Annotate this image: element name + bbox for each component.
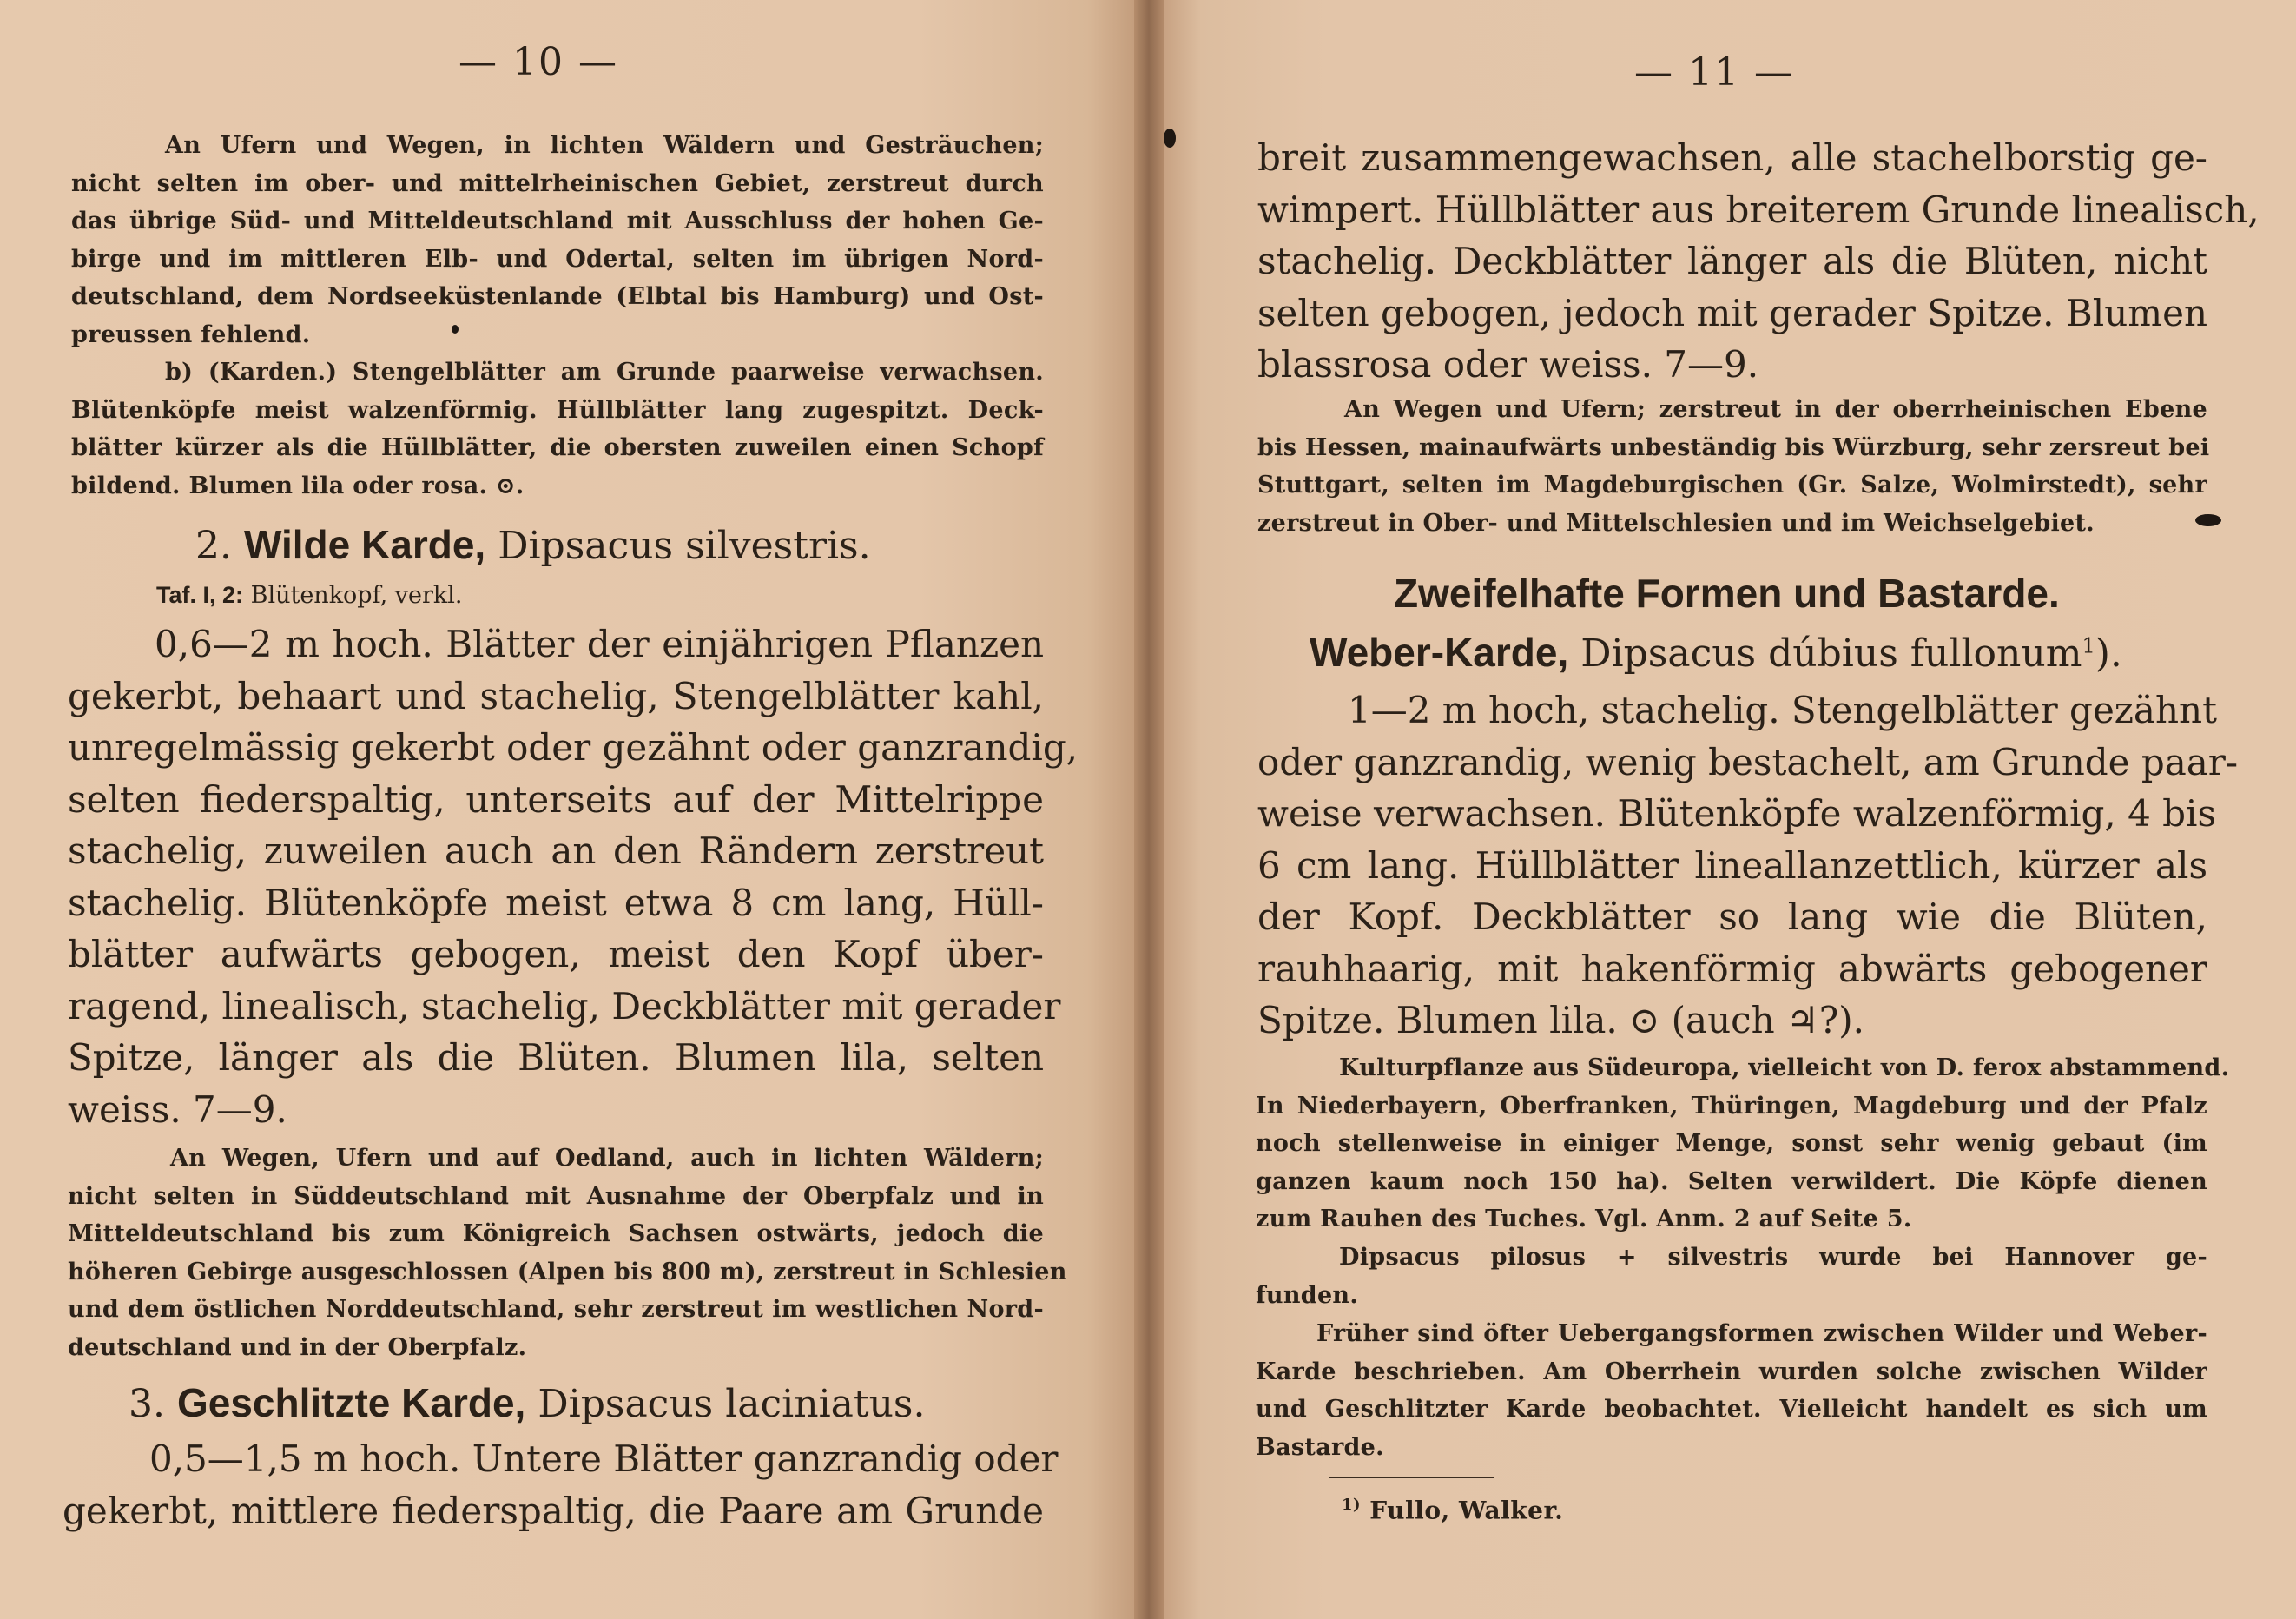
text-line: ganzen kaum noch 150 ha). Selten verwildert. Die Köpfe dienen (1256, 1167, 2207, 1195)
text-line: breit zusammengewachsen, alle stachelborstig ge- (1257, 136, 2207, 179)
text-line: zum Rauhen des Tuches. Vgl. Anm. 2 auf Seite 5. (1256, 1206, 1912, 1232)
text-line: deutschland und in der Oberpfalz. (68, 1333, 527, 1361)
text-line: An Wegen, Ufern und auf Oedland, auch in lichten Wäldern; (170, 1145, 1044, 1172)
text-line: stachelig, zuweilen auch an den Rändern zerstreut (68, 829, 1044, 872)
text-line: Spitze, länger als die Blüten. Blumen lila, selten (68, 1036, 1044, 1079)
text-line: selten fiederspaltig, unterseits auf der Mittelrippe (68, 777, 1044, 821)
text-line: zerstreut in Ober- und Mittelschlesien und im Weichselgebiet. (1257, 509, 2095, 537)
text-line: birge und im mittleren Elb- und Odertal, selten im übrigen Nord- (71, 245, 1044, 273)
text-line: b) (Karden.) Stengelblätter am Grunde paarweise verwachsen. (165, 359, 1044, 386)
text-line: weiss. 7—9. (68, 1087, 287, 1131)
text-line: blätter kürzer als die Hüllblätter, die obersten zuweilen einen Schopf (71, 434, 1044, 461)
weber-footnote-mark: 1 (2082, 633, 2095, 658)
text-line: 0,6—2 m hoch. Blätter der einjährigen Pflanzen (155, 623, 1044, 665)
text-line: stachelig. Blütenköpfe meist etwa 8 cm lang, Hüll- (68, 881, 1044, 924)
text-line: der Kopf. Deckblätter so lang wie die Blüten, (1257, 895, 2207, 938)
ink-smudge (452, 325, 459, 334)
text-line: Mitteldeutschland bis zum Königreich Sachsen ostwärts, jedoch die (68, 1220, 1044, 1247)
text-line: weise verwachsen. Blütenköpfe walzenförmig, 4 bis (1257, 792, 2217, 835)
text-line: An Ufern und Wegen, in lichten Wäldern und Gesträuchen; (165, 132, 1044, 159)
left-page-number: — 10 — (459, 40, 618, 84)
text-line: gekerbt, behaart und stachelig, Stengelblätter kahl, (68, 674, 1044, 717)
text-line: nicht selten in Süddeutschland mit Ausnahme der Oberpfalz und in (68, 1182, 1044, 1210)
species-2-number: 2. (195, 524, 232, 568)
text-line: nicht selten im ober- und mittelrheinischen Gebiet, zerstreut durch (71, 169, 1044, 197)
species-2-latin-name: Dipsacus silvestris. (498, 524, 871, 568)
text-line: In Niederbayern, Oberfranken, Thüringen, Magdeburg und der Pfalz (1256, 1092, 2207, 1120)
text-line: noch stellenweise in einiger Menge, sonst sehr wenig gebaut (im (1256, 1130, 2207, 1157)
text-line: deutschland, dem Nordseeküstenlande (Elbtal bis Hamburg) und Ost- (71, 283, 1044, 310)
text-line: Stuttgart, selten im Magdeburgischen (Gr. Salze, Wolmirstedt), sehr (1257, 472, 2207, 499)
species-3-latin-name: Dipsacus laciniatus. (538, 1382, 926, 1426)
text-line: bis Hessen, mainaufwärts unbeständig bis Würzburg, sehr zersreut bei (1257, 433, 2210, 461)
plate-caption: Blütenkopf, verkl. (250, 582, 463, 609)
section-heading: Zweifelhafte Formen und Bastarde. (1394, 571, 2060, 616)
footnote (1342, 1496, 1563, 1524)
text-line: selten gebogen, jedoch mit gerader Spitze. Blumen (1257, 291, 2207, 334)
text-line: 6 cm lang. Hüllblätter lineallanzettlich, kürzer als (1257, 843, 2207, 887)
text-line: Spitze. Blumen lila. ⊙ (auch ♃?). (1257, 999, 1864, 1041)
weber-heading (1310, 629, 2122, 676)
text-line: Dipsacus pilosus + silvestris wurde bei Hannover ge- (1339, 1244, 2207, 1271)
ink-smudge (2195, 514, 2221, 526)
text-line: 1—2 m hoch, stachelig. Stengelblätter gezähnt (1348, 689, 2217, 731)
footnote-rule (1329, 1477, 1494, 1478)
ink-smudge (1164, 129, 1176, 148)
text-line: wimpert. Hüllblätter aus breiterem Grunde linealisch, (1257, 188, 2260, 231)
species-3-common-name: Geschlitzte Karde, (176, 1380, 526, 1425)
text-line: und Geschlitzter Karde beobachtet. Vielleicht handelt es sich um (1256, 1396, 2207, 1423)
text-line: preussen fehlend. (71, 320, 311, 348)
text-line: 0,5—1,5 m hoch. Untere Blätter ganzrandig oder (149, 1437, 1059, 1480)
species-2-plate-ref (156, 582, 463, 609)
text-line: das übrige Süd- und Mitteldeutschland mit Ausschluss der hohen Ge- (71, 208, 1044, 235)
text-line: bildend. Blumen lila oder rosa. ⊙. (71, 472, 525, 499)
species-3-number: 3. (129, 1382, 165, 1426)
text-line: Bastarde. (1256, 1433, 1384, 1461)
text-line: Früher sind öfter Uebergangsformen zwischen Wilder und Weber- (1316, 1320, 2207, 1347)
species-3-heading (129, 1379, 925, 1426)
text-line: rauhhaarig, mit hakenförmig abwärts gebogener (1257, 947, 2207, 990)
book-spine (1134, 0, 1164, 1619)
text-line: ragend, linealisch, stachelig, Deckblätter mit gerader (68, 984, 1061, 1028)
right-page-number: — 11 — (1634, 50, 1794, 95)
text-line: Karde beschrieben. Am Oberrhein wurden solche zwischen Wilder (1256, 1358, 2207, 1385)
text-line: funden. (1256, 1281, 1359, 1309)
footnote-mark: 1) (1342, 1496, 1362, 1514)
text-line: Blütenköpfe meist walzenförmig. Hüllblätter lang zugespitzt. Deck- (71, 396, 1044, 424)
weber-heading-closing: ). (2095, 631, 2122, 676)
weber-latin-name: Dipsacus dúbius fullonum (1580, 631, 2082, 676)
text-line: und dem östlichen Norddeutschland, sehr zerstreut im westlichen Nord- (68, 1296, 1044, 1323)
weber-common-name: Weber-Karde, (1310, 630, 1569, 675)
plate-label: Taf. I, 2: (156, 582, 244, 608)
species-2-heading (195, 521, 871, 568)
text-line: oder ganzrandig, wenig bestachelt, am Grunde paar- (1257, 740, 2239, 783)
species-2-common-name: Wilde Karde, (243, 522, 486, 567)
text-line: blätter aufwärts gebogen, meist den Kopf über- (68, 933, 1044, 975)
text-line: gekerbt, mittlere fiederspaltig, die Paare am Grunde (63, 1489, 1044, 1532)
text-line: unregelmässig gekerbt oder gezähnt oder ganzrandig, (68, 726, 1079, 769)
footnote-text: Fullo, Walker. (1369, 1496, 1564, 1525)
text-line: stachelig. Deckblätter länger als die Blüten, nicht (1257, 240, 2207, 282)
text-line: Kulturpflanze aus Südeuropa, vielleicht von D. ferox abstammend. (1339, 1054, 2230, 1081)
text-line: An Wegen und Ufern; zerstreut in der oberrheinischen Ebene (1344, 396, 2207, 423)
text-line: blassrosa oder weiss. 7—9. (1257, 343, 1759, 386)
text-line: höheren Gebirge ausgeschlossen (Alpen bis 800 m), zerstreut in Schlesien (68, 1258, 1067, 1285)
